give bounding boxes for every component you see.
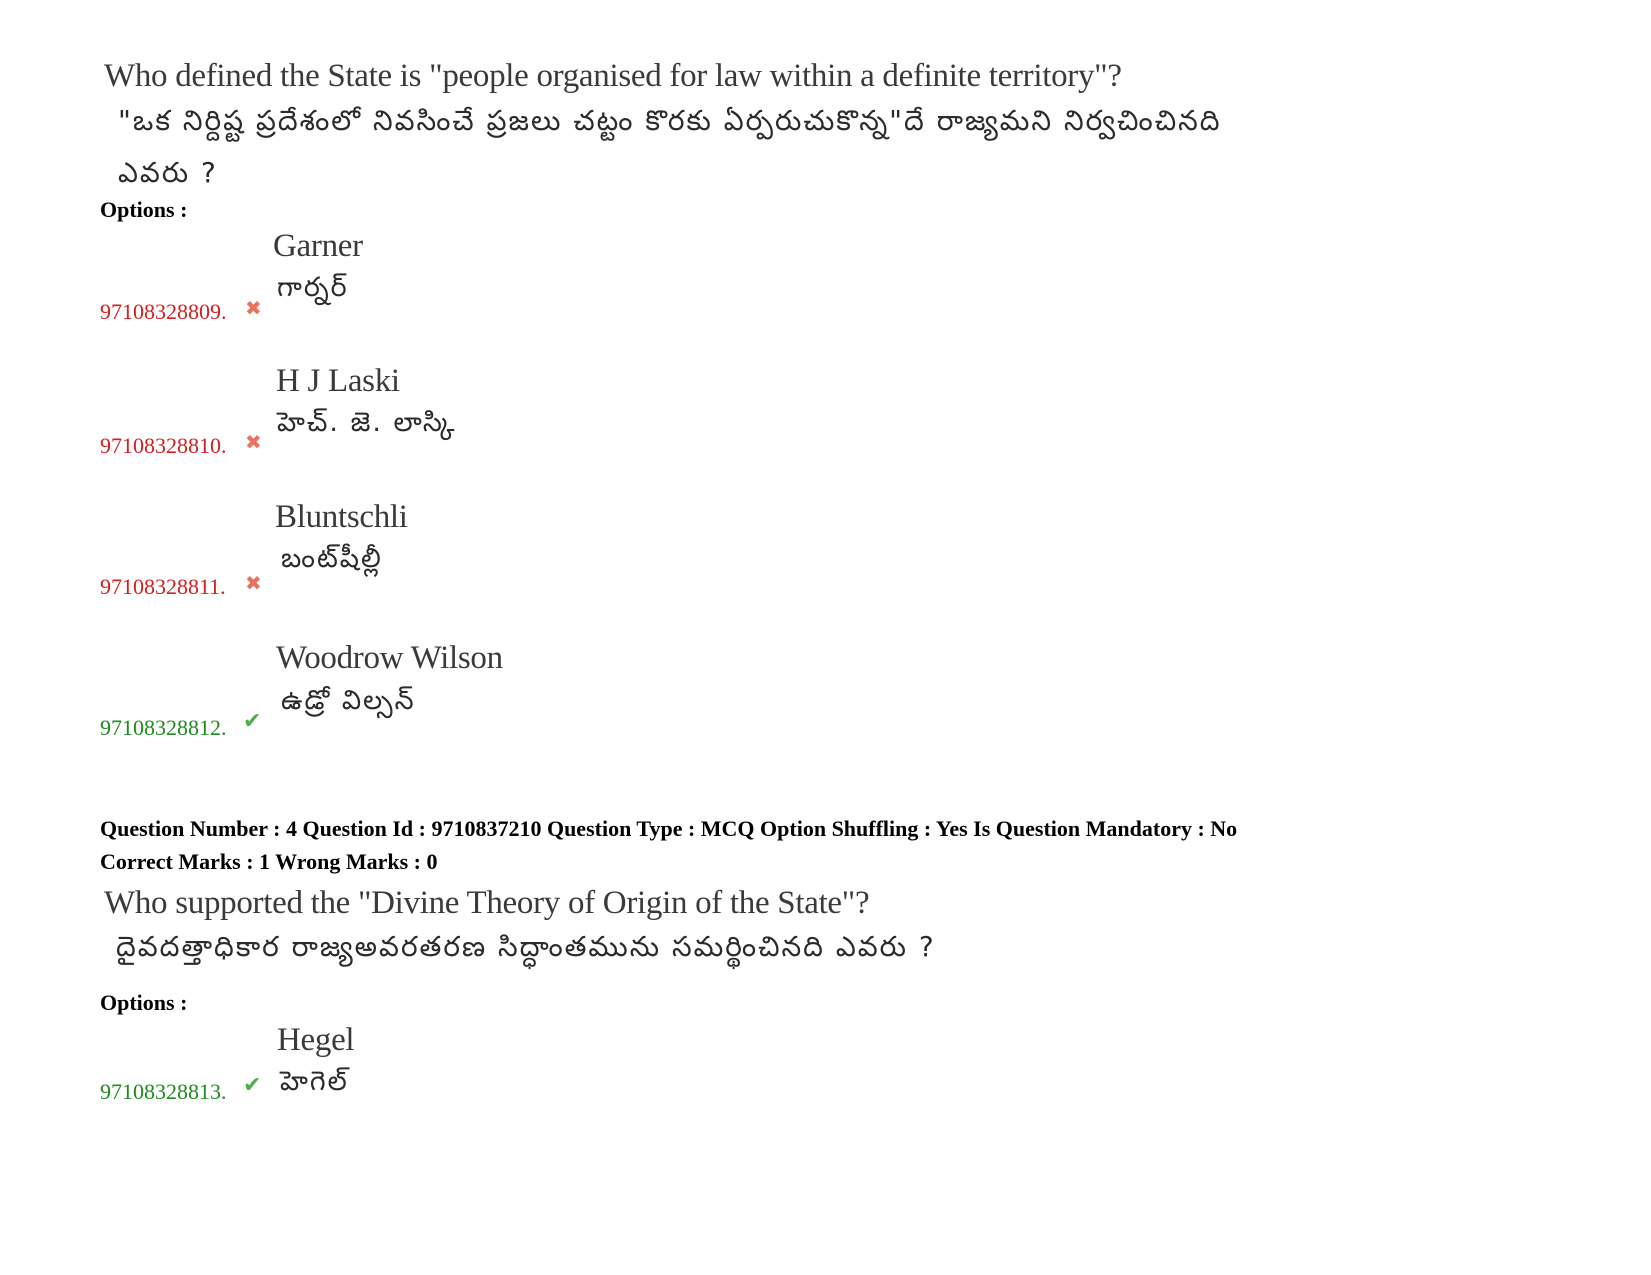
option-id: 97108328811. xyxy=(100,574,226,599)
question-3-text-telugu-line-2: ఎవరు ? xyxy=(118,156,218,189)
cross-icon: ✖ xyxy=(245,571,262,595)
option-english-text: H J Laski xyxy=(276,363,400,399)
check-icon: ✔ xyxy=(243,709,262,734)
option-english-text: Woodrow Wilson xyxy=(276,640,503,676)
option-telugu-text: హెగెల్ xyxy=(280,1066,349,1097)
question-4-text-telugu: దైవదత్తాధికార రాజ్యఅవరతరణ సిద్ధాంతమును సమర్థించినది ఎవరు ? xyxy=(116,930,936,963)
option-id: 97108328812. xyxy=(100,715,227,740)
question-4-options-label: Options : xyxy=(100,990,188,1015)
option-telugu-text: ఉడ్రో విల్సన్ xyxy=(281,685,416,716)
option-telugu-text: హెచ్. జె. లాస్కి xyxy=(277,407,457,438)
option-english-text: Hegel xyxy=(277,1022,355,1058)
option-english-text: Bluntschli xyxy=(275,499,408,535)
option-id: 97108328813. xyxy=(100,1079,227,1104)
question-4-meta-line-2: Correct Marks : 1 Wrong Marks : 0 xyxy=(100,849,438,874)
option-telugu-text: బంట్‌షీల్లీ xyxy=(281,543,383,574)
option-telugu-text: గార్నర్ xyxy=(277,272,349,303)
question-3-text-english: Who defined the State is "people organised for law within a definite territory"? xyxy=(104,58,1122,94)
option-id: 97108328810. xyxy=(100,433,227,458)
option-id: 97108328809. xyxy=(100,299,227,324)
question-3-text-telugu-line-1: "ఒక నిర్దిష్ట ప్రదేశంలో నివసించే ప్రజలు చట్టం కొరకు ఏర్పరుచుకొన్న"దే రాజ్యమని నిర్వచించినది xyxy=(118,104,1222,137)
cross-icon: ✖ xyxy=(245,430,262,454)
cross-icon: ✖ xyxy=(245,296,262,320)
question-4-text-english: Who supported the "Divine Theory of Origin of the State"? xyxy=(104,885,870,921)
option-english-text: Garner xyxy=(273,228,363,264)
question-3-options-label: Options : xyxy=(100,197,188,222)
question-4-meta-line-1: Question Number : 4 Question Id : 9710837210 Question Type : MCQ Option Shuffling : Yes Is Question Mandatory : No xyxy=(100,816,1238,841)
check-icon: ✔ xyxy=(243,1073,262,1098)
